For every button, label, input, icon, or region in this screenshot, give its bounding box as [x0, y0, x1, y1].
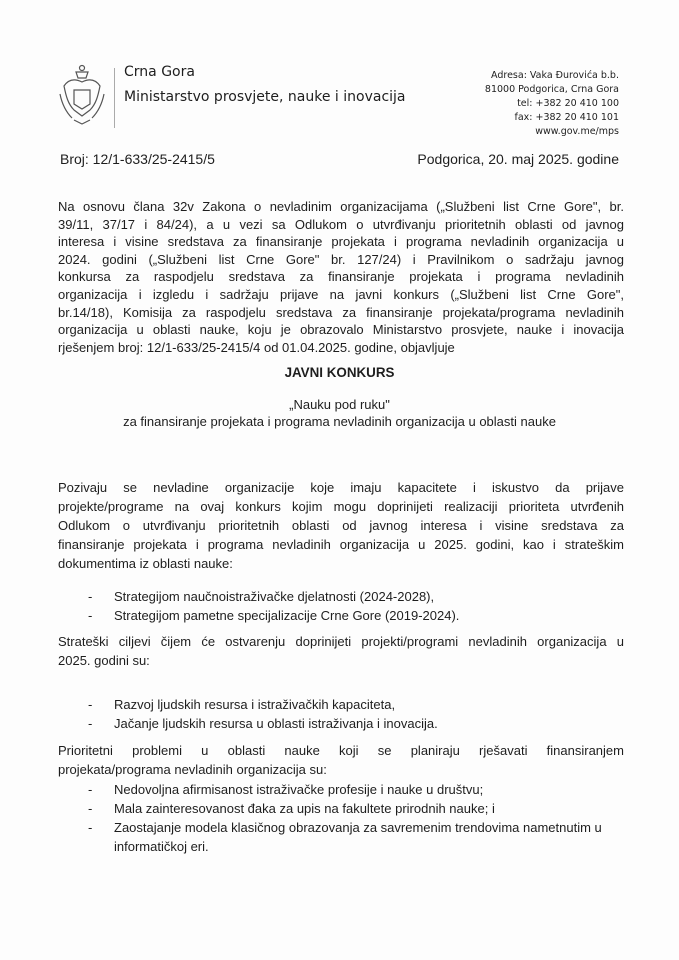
goals-list: [88, 695, 628, 733]
address-line: Adresa: Vaka Đurovića b.b.: [491, 70, 619, 81]
intro-paragraph: [58, 198, 624, 356]
intro-line: 2024. godini („Službeni list Crne Gore" br. 127/24) i Pravilnikom o sadržaju javnog: [58, 251, 624, 267]
list-item: - Jačanje ljudskih resursa u oblasti istraživanja i inovacija.: [88, 714, 628, 733]
header-divider: [114, 68, 115, 128]
contact-block: [485, 69, 619, 139]
list-item: - Mala zainteresovanost đaka za upis na fakultete prirodnih nauke; i: [88, 799, 628, 818]
goals-line: 2025. godini su:: [58, 653, 150, 668]
intro-line: interesa i visine sredstava za finansiranje projekata i programa nevladinih organizacija u: [58, 234, 624, 250]
document-date: Podgorica, 20. maj 2025. godine: [417, 151, 619, 167]
ministry-name: Ministarstvo prosvjete, nauke i inovacija: [124, 89, 406, 105]
document-title: JAVNI KONKURS: [284, 365, 395, 380]
list-item: - Zaostajanje modela klasičnog obrazovanja za savremenim trendovima nametnutim u informatičkoj eri.: [88, 818, 628, 856]
invitation-paragraph: [58, 478, 624, 573]
country-name: Crna Gora: [124, 64, 195, 80]
list-item: - Strategijom pametne specijalizacije Crne Gore (2019-2024).: [88, 606, 628, 625]
invite-line: finansiranje projekata i programa nevladinih organizacija u 2025. godini, kao i strateškim: [58, 537, 624, 552]
phone: tel: +382 20 410 100: [517, 98, 619, 109]
problems-paragraph: [58, 741, 624, 779]
goals-paragraph: [58, 632, 624, 670]
competition-name: „Nauku pod ruku": [289, 397, 390, 412]
intro-line: Na osnovu člana 32v Zakona o nevladinim organizacijama („Službeni list Crne Gore", br.: [58, 199, 624, 214]
fax: fax: +382 20 410 101: [514, 112, 619, 123]
problems-line: projekata/programa nevladinih organizacija su:: [58, 762, 327, 777]
city-line: 81000 Podgorica, Crna Gora: [484, 84, 619, 95]
strategies-list: [88, 587, 628, 625]
intro-line: br.14/18), Komisija za raspodjelu sredstava za finansiranje projekata/programa nevladinih: [58, 304, 624, 320]
list-item: - Nedovoljna afirmisanost istraživačke profesije i nauke u društvu;: [88, 780, 628, 799]
competition-subtitle: za finansiranje projekata i programa nevladinih organizacija u oblasti nauke: [123, 414, 556, 429]
reference-number: Broj: 12/1-633/25-2415/5: [60, 151, 215, 167]
intro-line: konkursa za raspodjelu sredstava za finansiranje projekata i programa nevladinih: [58, 269, 624, 285]
intro-line: organizacija i izgledu i sadržaju prijave na javni konkurs („Službeni list Crne Gore",: [58, 286, 624, 302]
intro-line: organizacija u oblasti nauke, koju je obrazovalo Ministarstvo prosvjete, nauke i inovacija: [58, 322, 624, 338]
list-item: - Strategijom naučnoistraživačke djelatnosti (2024-2028),: [88, 587, 628, 606]
invite-line: Odlukom o utvrđivanju prioritetnih oblasti od javnog interesa i visine sredstava za: [58, 518, 624, 533]
intro-line: 39/11, 37/17 i 84/24), a u vezi sa Odlukom o utvrđivanju prioritetnih oblasti od javnog: [58, 216, 624, 232]
list-item: - Razvoj ljudskih resursa i istraživačkih kapaciteta,: [88, 695, 628, 714]
website-link[interactable]: www.gov.me/mps: [535, 126, 619, 137]
invite-line: projekte/programe na ovaj konkurs kojim mogu doprinijeti realizaciji prioriteta utvrđenih: [58, 499, 624, 514]
problems-line: Prioritetni problemi u oblasti nauke koji se planiraju rješavati finansiranjem: [58, 743, 624, 758]
coat-of-arms-logo: [58, 64, 106, 126]
goals-line: Strateški ciljevi čijem će ostvarenju doprinijeti projekti/programi nevladinih organizacija u: [58, 634, 624, 649]
invite-line: dokumentima iz oblasti nauke:: [58, 556, 233, 571]
problems-list: [88, 780, 628, 856]
invite-line: Pozivaju se nevladine organizacije koje imaju kapacitete i iskustvo da prijave: [58, 480, 624, 495]
intro-line: rješenjem broj: 12/1-633/25-2415/4 od 01.04.2025. godine, objavljuje: [58, 339, 455, 355]
